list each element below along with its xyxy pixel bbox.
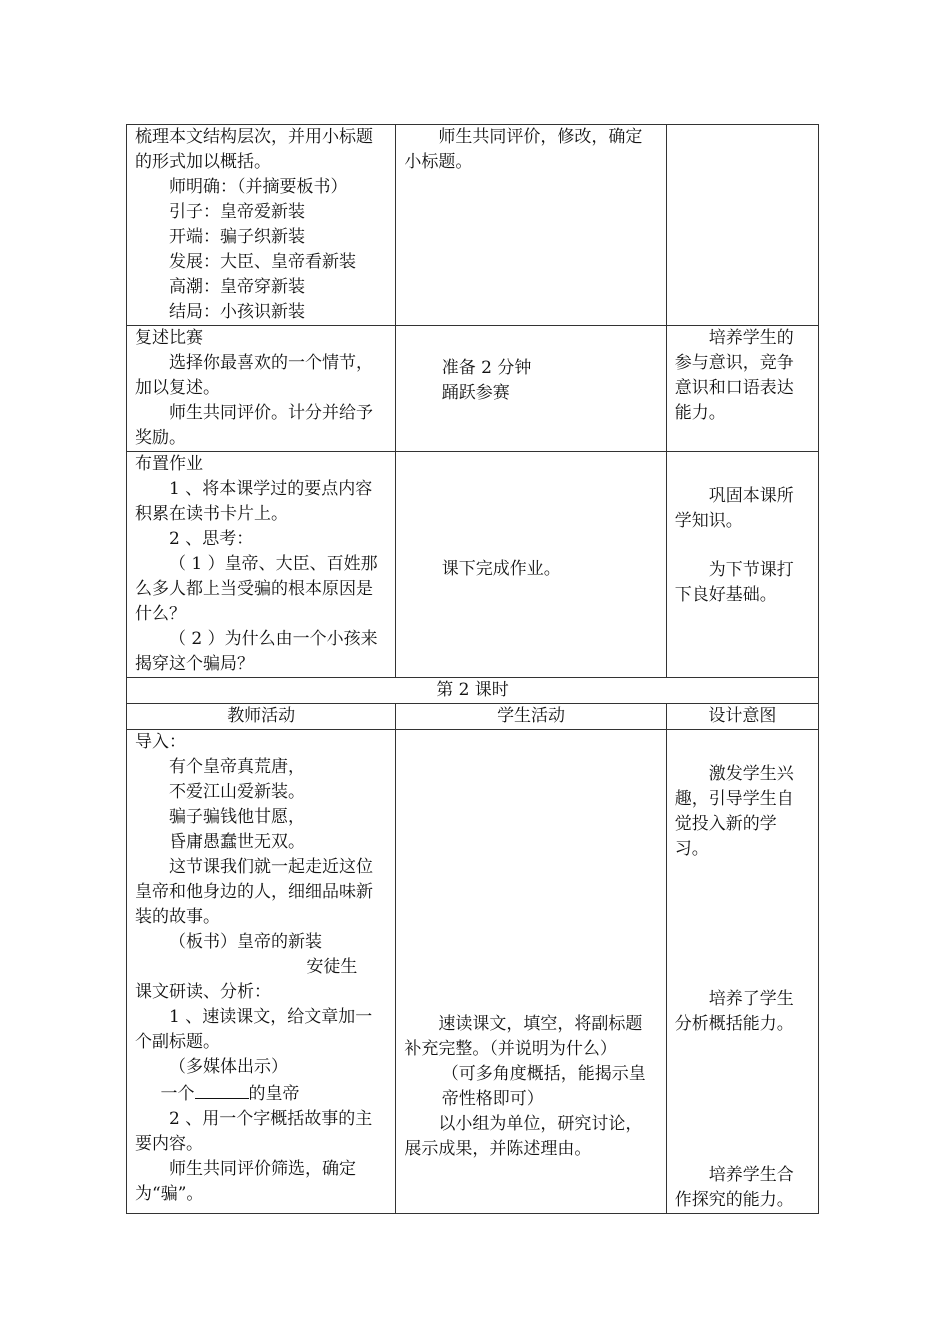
author-text: 安徒生: [306, 957, 358, 977]
student-cell: [396, 452, 666, 678]
teacher-text: 发展：大臣、皇帝看新装: [169, 252, 356, 272]
intent-text: 培养了学生分析概括能力。: [674, 989, 794, 1034]
study-title: 课文研读、分析：: [135, 982, 271, 1002]
intent-cell: [666, 326, 818, 452]
teacher-cell: [127, 125, 396, 326]
poem-line: 骗子骗钱他甘愿，: [169, 807, 305, 827]
teacher-text: 师生共同评价。计分并给予奖励。: [135, 403, 373, 448]
teacher-text: 2 、思考：: [169, 529, 254, 549]
poem-line: 有个皇帝真荒唐，: [169, 757, 305, 777]
header-row: [127, 704, 819, 730]
fill-prefix: 一个: [160, 1084, 195, 1104]
student-text: 课下完成作业。: [441, 559, 561, 579]
poem-line: 不爱江山爱新装。: [169, 782, 305, 802]
task-text: 2 、用一个字概括故事的主要内容。: [135, 1109, 373, 1154]
teacher-text: 师明确：（并摘要板书）: [169, 177, 348, 197]
teacher-text: 高潮：皇帝穿新装: [169, 277, 305, 297]
table-row: [127, 125, 819, 326]
header-student: 学生活动: [396, 704, 666, 730]
lesson-plan-table: [126, 124, 819, 1214]
board-text: （板书）皇帝的新装: [169, 932, 322, 952]
intent-text: 激发学生兴趣，引导学生自觉投入新的学习。: [674, 764, 794, 859]
intent-cell: [666, 730, 818, 1214]
media-text: （多媒体出示）: [169, 1057, 288, 1077]
intent-cell: [666, 452, 818, 678]
intent-text: 培养学生合作探究的能力。: [674, 1165, 794, 1210]
intro-title: 导入：: [135, 732, 186, 752]
student-text: 准备 2 分钟: [441, 358, 532, 378]
teacher-cell: [127, 326, 396, 452]
teacher-text: 梳理本文结构层次，并用小标题的形式加以概括。: [135, 127, 373, 172]
table-row: [127, 730, 819, 1214]
section-title: 第 2 课时: [127, 678, 819, 704]
student-text: 速读课文，填空，将副标题补充完整。（并说明为什么）: [404, 1014, 643, 1059]
intro-text: 这节课我们就一起走近这位皇帝和他身边的人，细细品味新装的故事。: [135, 857, 373, 927]
fill-line: [135, 1080, 387, 1107]
fill-blank: [195, 1080, 249, 1099]
student-cell: [396, 730, 666, 1214]
teacher-text: （ 2 ）为什么由一个小孩来揭穿这个骗局？: [135, 629, 378, 674]
student-cell: [396, 326, 666, 452]
teacher-text: 1 、将本课学过的要点内容积累在读书卡片上。: [135, 479, 373, 524]
table-row: [127, 326, 819, 452]
student-text: 以小组为单位，研究讨论，展示成果，并陈述理由。: [404, 1114, 643, 1159]
task-text: 1 、速读课文，给文章加一个副标题。: [135, 1007, 373, 1052]
teacher-cell: [127, 452, 396, 678]
teacher-title: 复述比赛: [135, 328, 203, 348]
teacher-title: 布置作业: [135, 454, 203, 474]
header-teacher: 教师活动: [127, 704, 396, 730]
table-row: [127, 452, 819, 678]
header-intent: 设计意图: [666, 704, 818, 730]
intent-text: 巩固本课所学知识。: [674, 486, 794, 531]
teacher-text: （ 1 ）皇帝、大臣、百姓那么多人都上当受骗的根本原因是什么？: [135, 554, 378, 624]
teacher-text: 结局：小孩识新装: [169, 302, 305, 322]
teacher-text: 引子：皇帝爱新装: [169, 202, 305, 222]
fill-suffix: 的皇帝: [248, 1084, 300, 1104]
poem-line: 昏庸愚蠢世无双。: [169, 832, 305, 852]
conclusion-text: 师生共同评价筛选，确定为“骗”。: [135, 1159, 356, 1204]
student-cell: [396, 125, 666, 326]
student-text: 师生共同评价，修改，确定小标题。: [404, 127, 643, 172]
teacher-cell: [127, 730, 396, 1214]
intent-text: 为下节课打下良好基础。: [674, 560, 794, 605]
section-row: [127, 678, 819, 704]
teacher-text: 选择你最喜欢的一个情节，加以复述。: [135, 353, 373, 398]
teacher-text: 开端：骗子织新装: [169, 227, 305, 247]
intent-cell: [666, 125, 818, 326]
student-text: （可多角度概括，能揭示皇帝性格即可）: [441, 1064, 646, 1109]
student-text: 踊跃参赛: [441, 383, 510, 403]
intent-text: 培养学生的参与意识，竞争意识和口语表达能力。: [674, 328, 794, 423]
